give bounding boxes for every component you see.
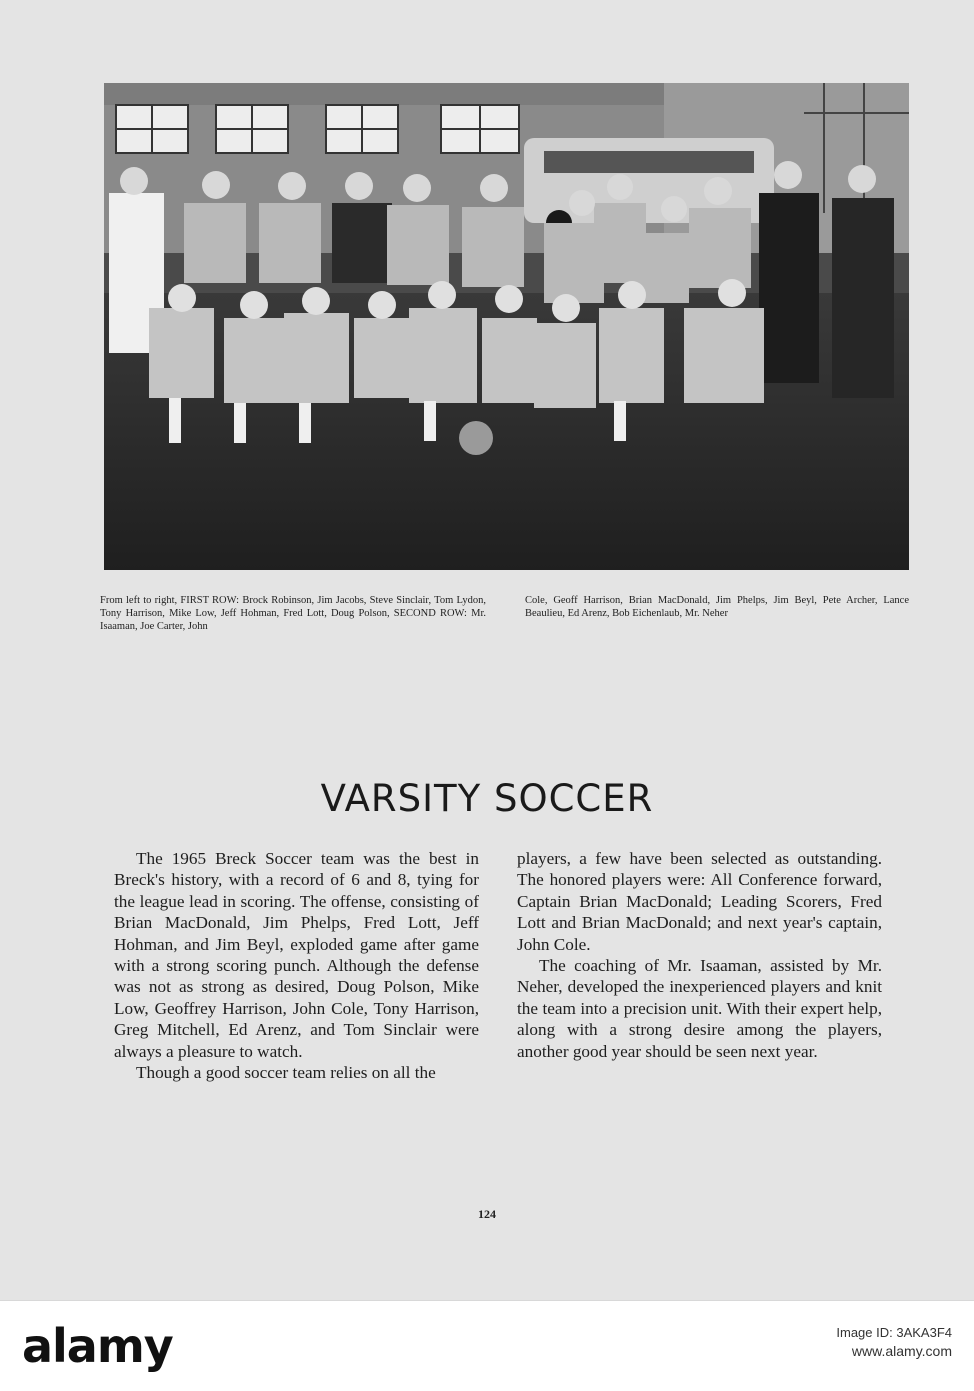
article-column-left bbox=[114, 848, 479, 1083]
image-info bbox=[836, 1323, 952, 1361]
image-id: Image ID: 3AKA3F4 bbox=[836, 1325, 952, 1340]
article-paragraph: The coaching of Mr. Isaaman, assisted by Mr. Neher, developed the inexperienced players and knit the team into a precision unit. With their expert help, along with a strong desire among the players, another good year should be seen next year. bbox=[517, 956, 882, 1061]
article-column-right bbox=[517, 848, 882, 1062]
page-number: 124 bbox=[478, 1207, 496, 1221]
article-paragraph: players, a few have been selected as outstanding. The honored players were: All Conference forward, Captain Brian MacDonald; Leading Scorers, Fred Lott and Brian MacDonald; and next year's captain, John Cole. bbox=[517, 849, 882, 954]
article-paragraph: The 1965 Breck Soccer team was the best in Breck's history, with a record of 6 and 8, tying for the league lead in scoring. The offense, consisting of Brian MacDonald, Jim Phelps, Fred Lott, Jeff Hohman, and Jim Beyl, exploded game after game with a strong scoring punch. Although the defense was not as strong as desired, Doug Polson, Mike Low, Geoffrey Harrison, John Cole, Tony Harrison, Greg Mitchell, Ed Arenz, and Tom Sinclair were always a pleasure to watch. bbox=[114, 849, 479, 1061]
team-photo bbox=[104, 83, 909, 570]
photo-caption-left: From left to right, FIRST ROW: Brock Robinson, Jim Jacobs, Steve Sinclair, Tom Lydon, Tony Harrison, Mike Low, Jeff Hohman, Fred Lott, Doug Polson, SECOND ROW: Mr. Isaaman, Joe Carter, John bbox=[100, 595, 486, 632]
photo-caption-right: Cole, Geoff Harrison, Brian MacDonald, Jim Phelps, Jim Beyl, Pete Archer, Lance Beaulieu, Ed Arenz, Bob Eichenlaub, Mr. Neher bbox=[525, 595, 909, 619]
brand-logo: alamy bbox=[22, 1319, 173, 1373]
stock-footer bbox=[0, 1300, 974, 1391]
article-paragraph: Though a good soccer team relies on all the bbox=[136, 1063, 436, 1083]
site-url: www.alamy.com bbox=[851, 1343, 952, 1359]
page-title: VARSITY SOCCER bbox=[320, 776, 654, 820]
